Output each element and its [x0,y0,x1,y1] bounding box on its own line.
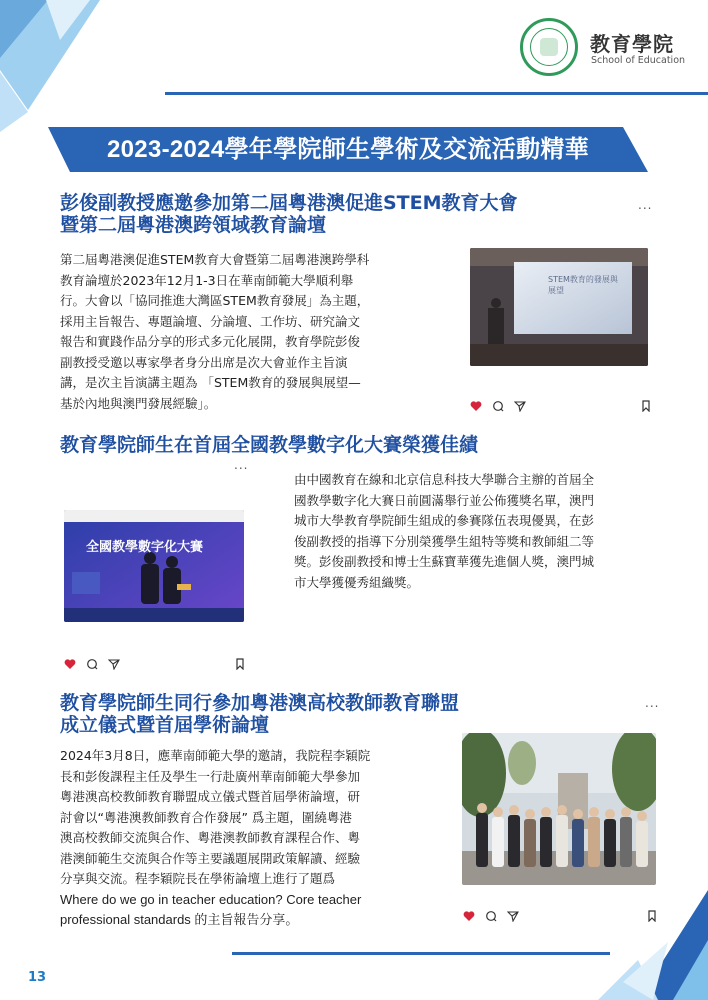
article-1-line: 行。大會以「協同推進大灣區STEM教育發展」為主題， [60,293,370,308]
share-icon[interactable] [507,910,519,922]
article-3-title [60,692,620,736]
article-1-line: 採用主旨報告、專題論壇、分論壇、工作坊、研究論文 [60,313,361,329]
heart-icon[interactable] [470,400,482,412]
header-rule [165,92,708,95]
article-3-line: 2024年3月8日，應華南師範大學的邀請，我院程李穎院 [60,748,371,763]
article-2-actions [64,658,120,670]
article-2-more-icon[interactable]: ... [234,458,249,472]
heart-icon[interactable] [64,658,76,670]
top-left-decoration [0,0,110,140]
article-1-body [60,250,405,414]
comment-icon[interactable] [485,910,497,922]
article-3-line: 分享與交流。程李穎院長在學術論壇上進行了題爲 [60,871,336,886]
page-number: 13 [28,970,47,985]
article-1-line: 第二屆粵港澳促進STEM教育大會暨第二屆粵港澳跨學科 [60,252,370,267]
article-3-actions [463,910,519,922]
bookmark-icon[interactable] [646,910,658,922]
article-1-line: 講，是次主旨演講主題為 「STEM教育的發展與展望— [60,375,361,390]
university-seal-icon [520,18,578,76]
article-1-line: 教育論壇於2023年12月1-3日在華南師範大學順利舉 [60,272,354,288]
article-3-line: 討會以“粵港澳教師教育合作發展” 爲主題，圍繞粵港 [60,809,352,825]
article-3-photo [462,733,656,885]
share-icon[interactable] [108,658,120,670]
article-2-photo-caption: 全國教學數字化大賽 [86,540,204,555]
article-1-photo-caption: STEM教育的發展與展望 [548,275,618,295]
article-3-line: 澳高校教師交流與合作、粵港澳教師教育課程合作、粵 [60,830,361,845]
article-2-line: 由中國教育在線和北京信息科技大學聯合主辦的首屆全 [294,472,595,487]
article-3-title-line-1: 教育學院師生同行參加粵港澳高校教師教育聯盟 [60,692,460,714]
article-3-line: Where do we go in teacher education? Core teacher [60,891,362,907]
article-2-line: 國教學數字化大賽日前圓滿舉行並公佈獲獎名單，澳門 [294,492,595,508]
article-3-line: 港澳師範生交流與合作等主要議題展開政策解讀、經驗 [60,850,361,866]
article-1-title [60,192,640,236]
school-name-zh: 教育學院 [590,32,674,56]
footer-rule [232,952,610,955]
article-1-title-line-2: 暨第二屆粵港澳跨領域教育論壇 [60,214,327,236]
comment-icon[interactable] [492,400,504,412]
article-1-title-line-1: 彭俊副教授應邀參加第二屆粵港澳促進STEM教育大會 [60,192,518,214]
article-1-actions [470,400,526,412]
article-1-more-icon[interactable]: ... [638,198,653,212]
article-1-photo [470,248,648,366]
heart-icon[interactable] [463,910,475,922]
article-1-line: 報告和實踐作品分享的形式多元化展開，教育學院彭俊 [60,334,361,349]
article-1-line: 基於內地與澳門發展經驗」。 [60,395,217,411]
bookmark-icon[interactable] [640,400,652,412]
article-3-line: 粵港澳高校教師教育聯盟成立儀式暨首屆學術論壇，研 [60,789,361,804]
bookmark-icon[interactable] [234,658,246,670]
article-2-line: 城市大學教育學院師生組成的參賽隊伍表現優異，在彭 [294,513,595,528]
comment-icon[interactable] [86,658,98,670]
school-name-en: School of Education [591,55,686,66]
article-3-line: 長和彭俊課程主任及學生一行赴廣州華南師範大學參加 [60,768,361,784]
bottom-right-decoration [598,870,708,1000]
article-2-line: 俊副教授的指導下分別榮獲學生組特等獎和教師組二等 [294,533,595,549]
article-2-title: 教育學院師生在首屆全國教學數字化大賽榮獲佳績 [60,434,479,456]
share-icon[interactable] [514,400,526,412]
article-3-title-line-2: 成立儀式暨首屆學術論壇 [60,714,270,736]
article-3-line: professional standards 的主旨報告分享。 [60,912,299,927]
article-2-line: 獎。彭俊副教授和博士生蘇寶華獲先進個人獎，澳門城 [294,554,595,569]
article-2-photo [64,510,244,622]
article-2-body [294,470,648,593]
article-3-more-icon[interactable]: ... [645,696,660,710]
article-1-line: 副教授受邀以專家學者身分出席是次大會並作主旨演 [60,354,348,370]
article-2-line: 市大學獲優秀組織獎。 [294,574,420,590]
article-3-body [60,746,420,931]
page-title: 2023-2024學年學院師生學術及交流活動精華 [107,136,589,163]
